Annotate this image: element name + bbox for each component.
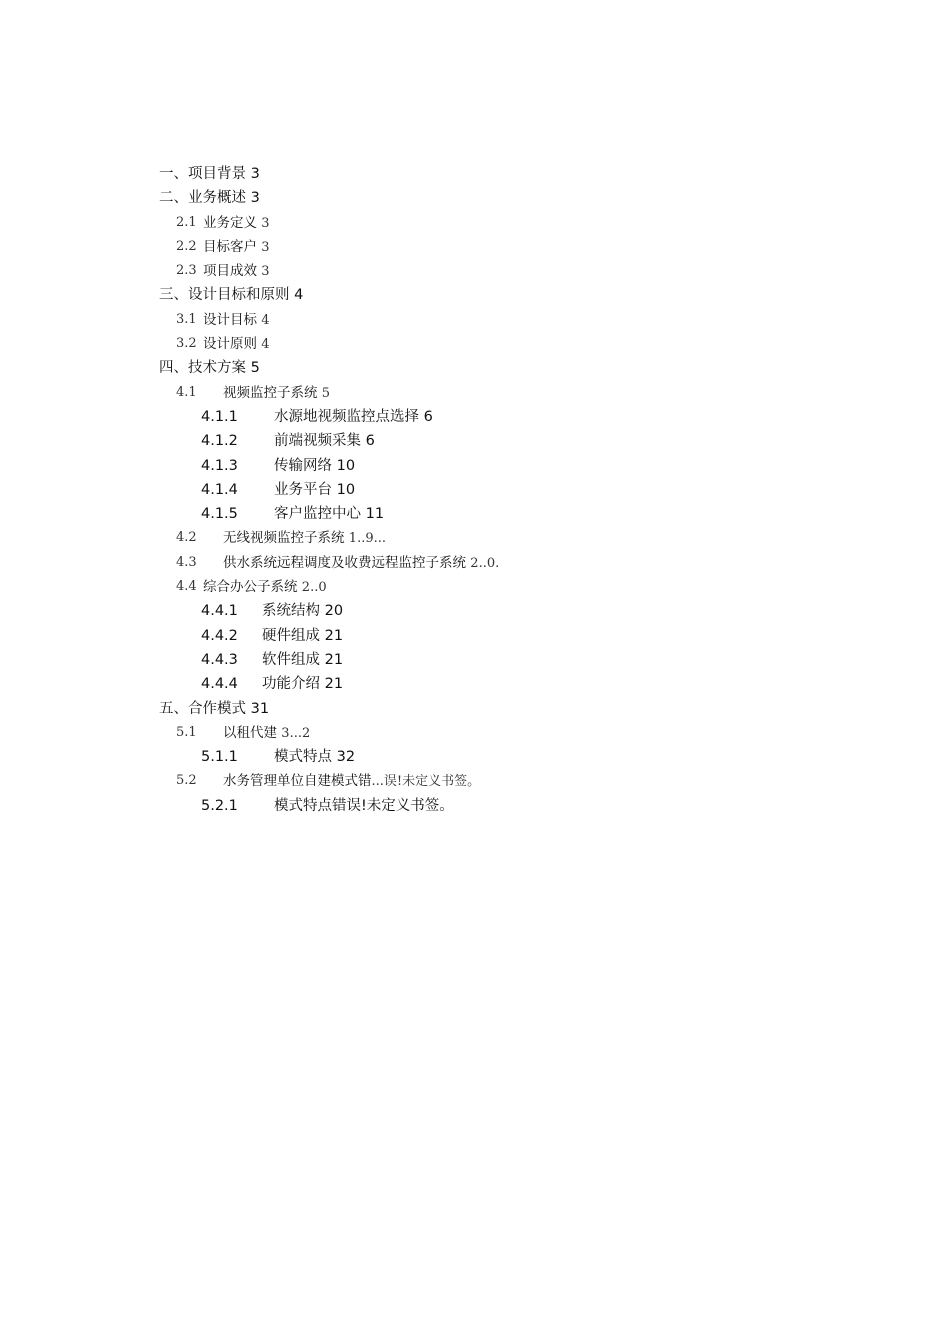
toc-entry-text: 供水系统远程调度及收费远程监控子系统	[223, 554, 466, 571]
toc-entry-text: 软件组成 21	[262, 651, 344, 668]
toc-entry-text: 五、合作模式 31	[159, 700, 270, 717]
toc-entry-text: 模式特点 32	[274, 749, 356, 766]
toc-entry-2-1[interactable]	[0, 211, 950, 235]
toc-entry-number: 2.2	[176, 238, 197, 254]
toc-entry-number: 4.4.4	[201, 676, 238, 693]
toc-entry-page: 1..9...	[348, 531, 387, 547]
toc-entry-4-4-4[interactable]	[0, 672, 950, 696]
toc-entry-text: 项目成效	[203, 263, 257, 280]
toc-entry-text: 水务管理单位自建模式错	[223, 773, 372, 790]
toc-entry-number: 4.1.3	[201, 457, 238, 474]
toc-entry-2[interactable]	[0, 186, 950, 210]
toc-entry-4-2[interactable]	[0, 526, 950, 550]
toc-entry-number: 4.1.4	[201, 481, 238, 498]
toc-entry-5-2[interactable]	[0, 769, 950, 793]
toc-entry-text: 设计目标	[203, 311, 257, 328]
toc-entry-page: 3...2	[281, 725, 311, 741]
toc-entry-number: 2.3	[176, 263, 197, 279]
toc-entry-number: 2.1	[176, 214, 197, 230]
toc-entry-number: 4.3	[176, 554, 197, 570]
toc-entry-4-1[interactable]	[0, 381, 950, 405]
toc-entry-4-4-1[interactable]	[0, 599, 950, 623]
toc-entry-text: 功能介绍 21	[262, 676, 344, 693]
toc-entry-3[interactable]	[0, 283, 950, 307]
toc-entry-5-1[interactable]	[0, 721, 950, 745]
toc-entry-4-4[interactable]	[0, 575, 950, 599]
toc-entry-4-1-2[interactable]	[0, 429, 950, 453]
toc-entry-text: 业务定义	[203, 214, 257, 231]
toc-entry-page: ...误!未定义书签。	[371, 774, 481, 790]
toc-entry-page: 2..0.	[470, 555, 500, 571]
toc-entry-text: 前端视频采集 6	[274, 433, 375, 450]
toc-entry-number: 5.1.1	[201, 749, 238, 766]
toc-entry-text: 二、业务概述 3	[159, 190, 260, 207]
toc-entry-number: 4.1.2	[201, 433, 238, 450]
toc-entry-number: 4.4.2	[201, 627, 238, 644]
toc-entry-number: 4.1	[176, 384, 197, 400]
toc-entry-3-1[interactable]	[0, 308, 950, 332]
toc-entry-text: 客户监控中心 11	[274, 506, 385, 523]
toc-entry-page: 3	[261, 264, 270, 280]
toc-entry-number: 3.2	[176, 336, 197, 352]
toc-entry-text: 三、设计目标和原则 4	[159, 287, 304, 304]
toc-entry-4-1-1[interactable]	[0, 405, 950, 429]
toc-entry-5[interactable]	[0, 697, 950, 721]
toc-entry-number: 4.4	[176, 579, 197, 595]
toc-entry-number: 4.4.1	[201, 603, 238, 620]
toc-entry-text: 系统结构 20	[262, 603, 344, 620]
toc-entry-4-1-5[interactable]	[0, 502, 950, 526]
toc-entry-5-2-1[interactable]	[0, 794, 950, 818]
toc-entry-text: 无线视频监控子系统	[223, 530, 345, 547]
toc-entry-text: 以租代建	[223, 724, 277, 741]
toc-entry-page: 5	[321, 385, 331, 401]
toc-entry-text: 水源地视频监控点选择 6	[274, 408, 433, 425]
toc-entry-page: 3	[261, 239, 270, 255]
toc-entry-text: 综合办公子系统	[203, 579, 298, 596]
toc-entry-text: 一、项目背景 3	[159, 166, 260, 182]
toc-entry-text: 硬件组成 21	[262, 627, 344, 644]
table-of-contents	[0, 162, 950, 818]
toc-entry-2-2[interactable]	[0, 235, 950, 259]
toc-entry-text: 四、技术方案 5	[159, 360, 260, 377]
toc-entry-number: 5.2	[176, 773, 197, 789]
toc-entry-2-3[interactable]	[0, 259, 950, 283]
toc-entry-text: 目标客户	[203, 238, 257, 255]
toc-entry-5-1-1[interactable]	[0, 745, 950, 769]
toc-entry-4-4-3[interactable]	[0, 648, 950, 672]
toc-entry-text: 业务平台 10	[274, 481, 356, 498]
toc-entry-number: 4.1.5	[201, 506, 238, 523]
toc-entry-page: 2..0	[301, 580, 327, 596]
toc-entry-number: 4.1.1	[201, 408, 238, 425]
toc-entry-4-4-2[interactable]	[0, 624, 950, 648]
toc-entry-number: 5.2.1	[201, 797, 238, 814]
toc-entry-4[interactable]	[0, 356, 950, 380]
toc-entry-number: 4.4.3	[201, 651, 238, 668]
toc-entry-text: 模式特点错误!未定义书签。	[274, 797, 454, 814]
toc-entry-4-1-3[interactable]	[0, 454, 950, 478]
toc-entry-page: 3	[261, 215, 270, 231]
toc-entry-4-3[interactable]	[0, 551, 950, 575]
toc-entry-number: 4.2	[176, 530, 197, 546]
toc-entry-4-1-4[interactable]	[0, 478, 950, 502]
toc-entry-1[interactable]	[0, 162, 950, 186]
toc-entry-page: 4	[261, 337, 270, 353]
toc-entry-text: 视频监控子系统	[223, 384, 318, 401]
toc-entry-3-2[interactable]	[0, 332, 950, 356]
toc-entry-text: 传输网络 10	[274, 457, 356, 474]
toc-entry-page: 4	[261, 312, 270, 328]
toc-entry-number: 5.1	[176, 724, 197, 740]
toc-entry-number: 3.1	[176, 311, 197, 327]
toc-entry-text: 设计原则	[203, 336, 257, 353]
